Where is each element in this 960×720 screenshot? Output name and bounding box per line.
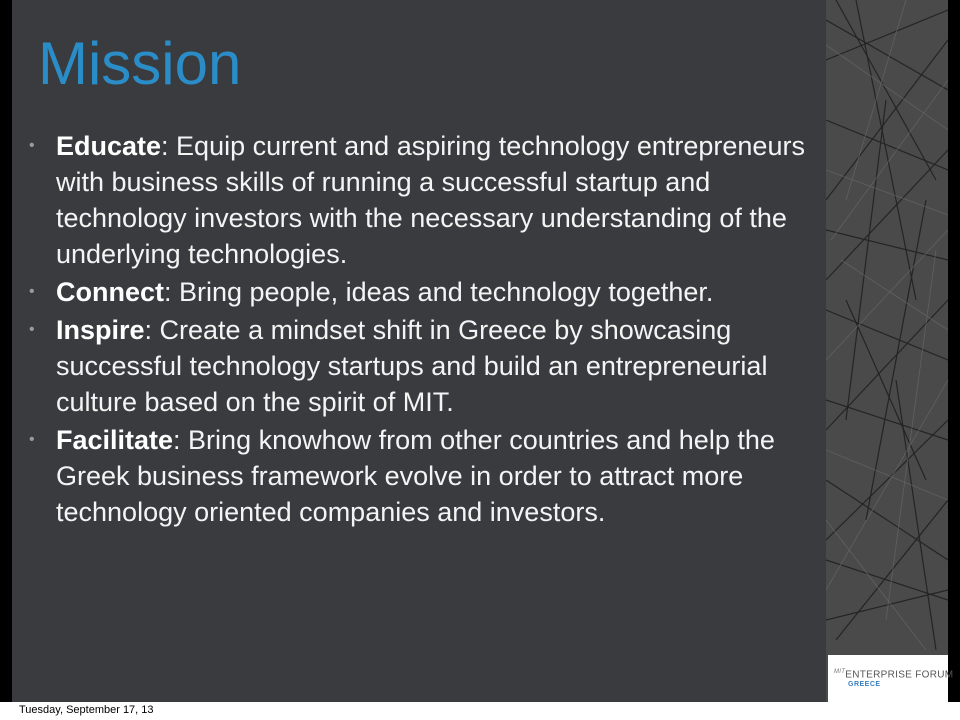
bullet-term: Connect — [56, 277, 164, 307]
bullet-marker: • — [29, 431, 35, 448]
right-frame — [948, 0, 960, 702]
bullet-educate — [26, 128, 806, 272]
bullet-term: Facilitate — [56, 425, 174, 455]
bullet-connect — [26, 274, 806, 310]
bullet-text: : Bring people, ideas and technology together. — [164, 277, 714, 307]
bullet-marker: • — [29, 137, 35, 154]
enterprise-forum-logo — [828, 655, 954, 702]
bullet-text: : Bring knowhow from other countries and help the Greek business framework evolve in order to attract more technology oriented companies and investors. — [56, 425, 775, 527]
slide — [12, 0, 948, 702]
bullet-facilitate — [26, 422, 806, 530]
left-frame — [0, 0, 12, 702]
bullet-text: : Equip current and aspiring technology entrepreneurs with business skills of running a successful startup and technology investors with the necessary understanding of the underlying technologies. — [56, 131, 805, 269]
logo-name-line — [834, 669, 954, 681]
bullet-text: : Create a mindset shift in Greece by showcasing successful technology startups and build an entrepreneurial culture based on the spirit of MIT. — [56, 315, 768, 417]
logo-region: GREECE — [848, 680, 881, 688]
status-date: Tuesday, September 17, 13 — [19, 704, 154, 716]
scribble-texture — [826, 0, 948, 650]
mission-bullet-list — [26, 128, 806, 532]
bullet-marker: • — [29, 283, 35, 300]
logo-mit: MIT — [834, 669, 846, 676]
bullet-term: Educate — [56, 131, 162, 161]
bullet-marker: • — [29, 321, 35, 338]
logo-name: ENTERPRISE FORUM — [845, 669, 954, 681]
slide-title: Mission — [38, 30, 242, 97]
bullet-term: Inspire — [56, 315, 145, 345]
status-bar — [0, 702, 960, 720]
decorative-texture-panel — [826, 0, 948, 702]
bullet-inspire — [26, 312, 806, 420]
